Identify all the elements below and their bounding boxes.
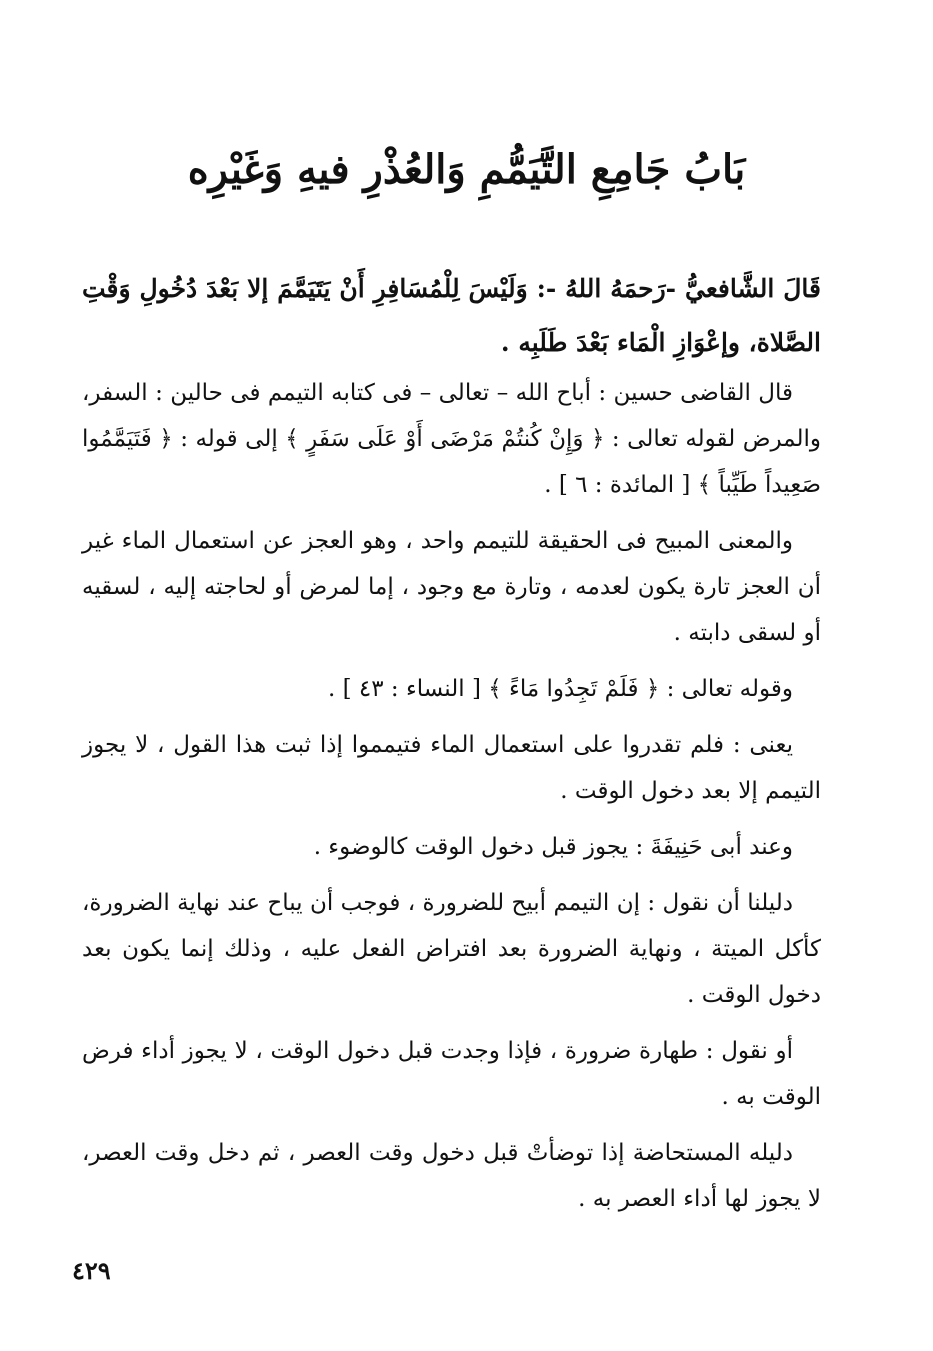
paragraph-3: وقوله تعالى : ﴿ فَلَمْ تَجِدُوا مَاءً ﴾ [ النساء : ٤٣ ] .: [327, 676, 793, 702]
paragraph-7: أو نقول : طهارة ضرورة ، فإذا وجدت قبل دخول الوقت ، لا يجوز أداء فرض الوقت به .: [82, 1038, 821, 1110]
paragraph-4: يعنى : فلم تقدروا على استعمال الماء فتيمموا إذا ثبت هذا القول ، لا يجوز التيمم إلا بعد دخول الوقت .: [82, 732, 821, 804]
matn-text-block: [82, 262, 821, 370]
paragraph-2: والمعنى المبيح فى الحقيقة للتيمم واحد ، وهو العجز عن استعمال الماء غير أن العجز تارة يكون لعدمه ، وتارة مع وجود ، إما لمرض أو لحاجته إليه ، لسقيه أو لسقى دابته .: [82, 528, 821, 646]
paragraph-6: دليلنا أن نقول : إن التيمم أبيح للضرورة ، فوجب أن يباح عند نهاية الضرورة، كأكل الميتة ، ونهاية الضرورة بعد افتراض الفعل عليه ، وذلك إنما يكون بعد دخول الوقت .: [82, 890, 821, 1008]
paragraph-5: وعند أبى حَنِيفَةَ : يجوز قبل دخول الوقت كالوضوء .: [313, 834, 793, 860]
page-number: ٤٢٩: [72, 1256, 111, 1285]
matn-paragraph: قَالَ الشَّافعيُّ -رَحمَهُ اللهُ -: وَلَيْسَ لِلْمُسَافِرِ أَنْ يَتَيَمَّمَ إلا بَعْدَ دُخُولِ وَقْتِ الصَّلاة، وإعْوَازِ الْمَاء بَعْدَ طَلَبِه .: [82, 274, 821, 357]
chapter-title: بَابُ جَامِعِ التَّيَمُّمِ وَالعُذْرِ فيهِ وَغَيْرِه: [187, 146, 746, 193]
commentary-block: [82, 370, 821, 1232]
paragraph-1: قال القاضى حسين : أباح الله – تعالى – فى كتابه التيمم فى حالين : السفر، والمرض لقوله تعالى : ﴿ وَإِنْ كُنتُمْ مَرْضَى أَوْ عَلَى سَفَرٍ ﴾ إلى قوله : ﴿ فَتَيَمَّمُوا صَعِيداً طَيِّباً ﴾ [ المائدة : ٦ ] .: [82, 380, 821, 498]
paragraph-8: دليله المستحاضة إذا توضأتْ قبل دخول وقت العصر ، ثم دخل وقت العصر، لا يجوز لها أداء العصر به .: [82, 1140, 821, 1212]
